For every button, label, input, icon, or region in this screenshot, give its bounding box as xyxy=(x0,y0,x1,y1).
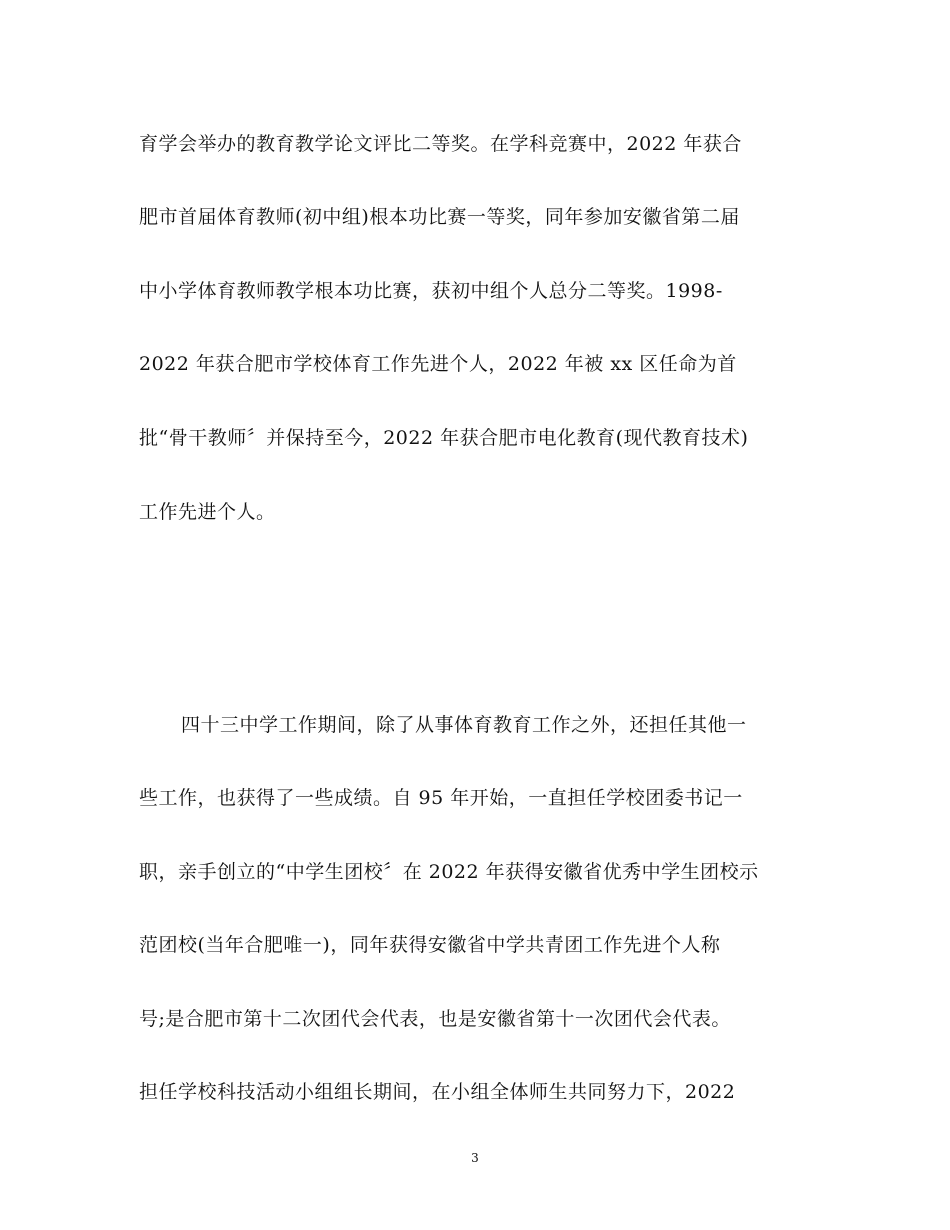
text-line: 些工作，也获得了一些成绩。自 95 年开始，一直担任学校团委书记一 xyxy=(139,787,743,809)
text-line: 范团校(当年合肥唯一)，同年获得安徽省中学共青团工作先进个人称 xyxy=(139,934,721,956)
text-line: 肥市首届体育教师(初中组)根本功比赛一等奖，同年参加安徽省第二届 xyxy=(139,206,740,228)
text-line: 批“骨干教师〞并保持至今，2022 年获合肥市电化教育(现代教育技术) xyxy=(139,427,749,449)
text-line: 育学会举办的教育教学论文评比二等奖。在学科竞赛中，2022 年获合 xyxy=(139,133,742,155)
text-line: 工作先进个人。 xyxy=(139,501,276,523)
text-line: 中小学体育教师教学根本功比赛，获初中组个人总分二等奖。1998- xyxy=(139,280,723,302)
text-line: 四十三中学工作期间，除了从事体育教育工作之外，还担任其他一 xyxy=(181,714,747,736)
text-line: 号;是合肥市第十二次团代会代表，也是安徽省第十一次团代会代表。 xyxy=(139,1008,731,1030)
page-number: 3 xyxy=(471,1151,479,1165)
text-line: 担任学校科技活动小组组长期间，在小组全体师生共同努力下，2022 xyxy=(139,1081,736,1103)
text-line: 2022 年获合肥市学校体育工作先进个人，2022 年被 xx 区任命为首 xyxy=(139,353,737,375)
text-line: 职，亲手创立的“中学生团校〞在 2022 年获得安徽省优秀中学生团校示 xyxy=(139,861,759,883)
